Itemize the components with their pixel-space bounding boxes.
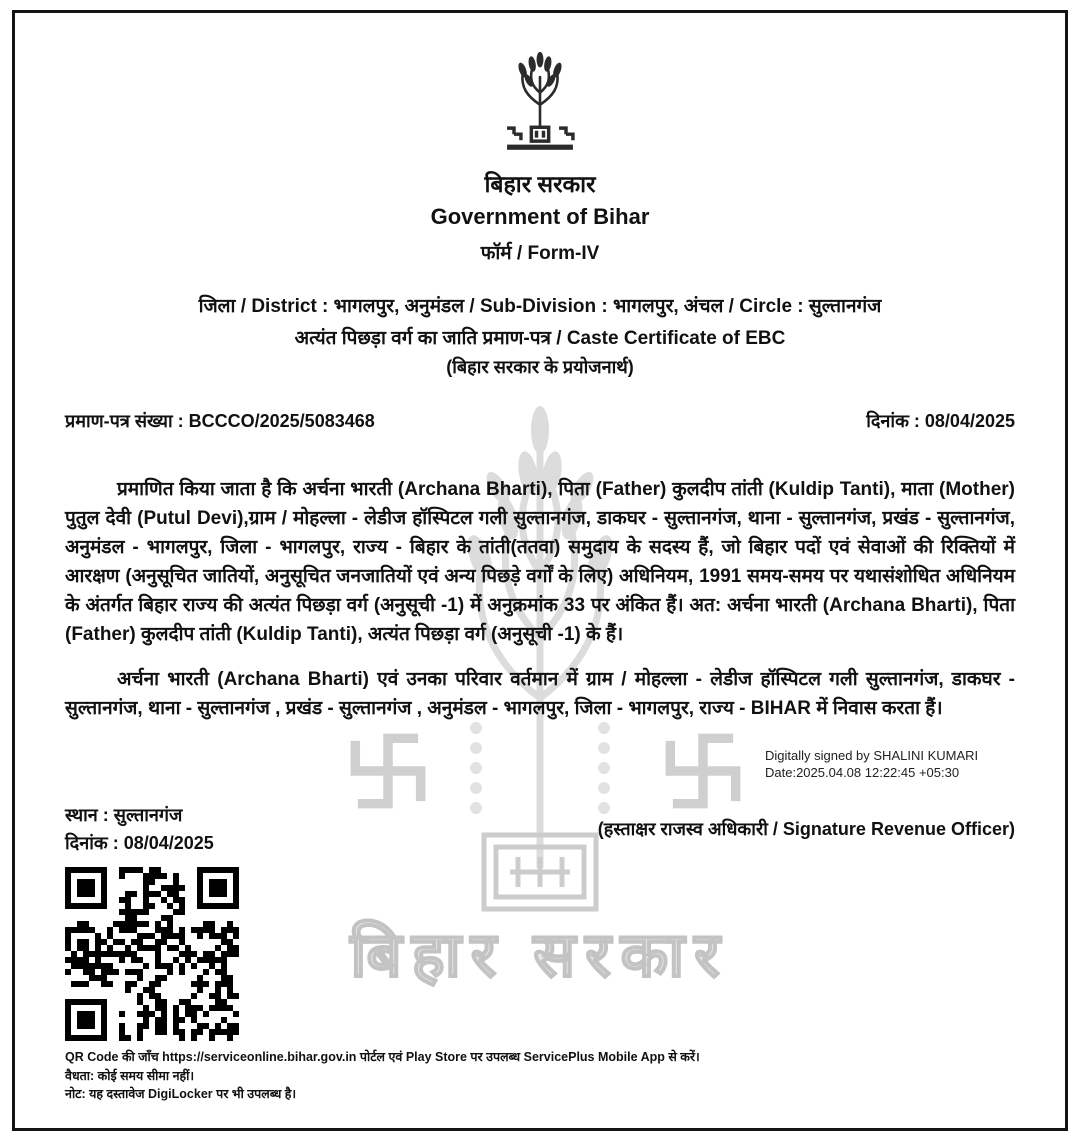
footer-notes xyxy=(65,1048,1015,1104)
certificate-number-label: प्रमाण-पत्र संख्या : xyxy=(65,411,189,431)
qr-code xyxy=(65,867,239,1041)
place-date-block xyxy=(65,801,214,857)
revenue-officer-signature-line: (हस्ताक्षर राजस्व अधिकारी / Signature Revenue Officer) xyxy=(597,819,1015,839)
certificate-meta-row xyxy=(65,409,1015,433)
footer-digilocker-note: नोट: यह दस्तावेज DigiLocker पर भी उपलब्ध है। xyxy=(65,1087,297,1101)
certificate-title: अत्यंत पिछड़ा वर्ग का जाति प्रमाण-पत्र / Caste Certificate of EBC xyxy=(294,328,786,349)
digital-signature-block xyxy=(65,747,1015,781)
footer-qr-note: QR Code की जाँच https://serviceonline.bihar.gov.in पोर्टल एवं Play Store पर उपलब्ध ServicePlus Mobile App से करें। xyxy=(65,1050,700,1064)
watermark-text: बिहार सरकार xyxy=(350,921,730,990)
certificate-body-paragraph-2: अर्चना भारती (Archana Bharti) एवं उनका परिवार वर्तमान में ग्राम / मोहल्ला - लेडीज हॉस्पिटल गली सुल्तानगंज, डाकघर - सुल्तानगंज, थाना - सुल्तानगंज , प्रखंड - सुल्तानगंज , अनुमंडल - भागलपुर, जिला - भागलपुर, राज्य - BIHAR में निवास करता हैं। xyxy=(65,669,1015,719)
digital-signature-line1: Digitally signed by SHALINI KUMARI xyxy=(765,748,979,763)
footer-validity-note: वैधता: कोई समय सीमा नहीं। xyxy=(65,1068,195,1083)
date-line: दिनांक : 08/04/2025 xyxy=(65,833,214,853)
form-number: फॉर्म / Form-IV xyxy=(480,243,600,264)
issue-date xyxy=(866,409,1015,433)
certificate-body-paragraph-1: प्रमाणित किया जाता है कि अर्चना भारती (Archana Bharti), पिता (Father) कुलदीप तांती (Kuldip Tanti), माता (Mother) पुतुल देवी (Putul Devi),ग्राम / मोहल्ला - लेडीज हॉस्पिटल गली सुल्तानगंज, डाकघर - सुल्तानगंज, थाना - सुल्तानगंज, प्रखंड - सुल्तानगंज, अनुमंडल - भागलपुर, जिला - भागलपुर, राज्य - बिहार के तांती(ततवा) समुदाय के सदस्य हैं, जो बिहार पदों एवं सेवाओं की रिक्तियों में आरक्षण (अनुसूचित जातियों, अनुसूचित जनजातियों एवं अन्य पिछड़े वर्गों के लिए) अधिनियम, 1991 समय-समय पर यथासंशोधित अधिनियम के अंतर्गत बिहार राज्य की अत्यंत पिछड़ा वर्ग (अनुसूची -1) में अनुक्रमांक 33 पर अंकित हैं। अत: अर्चना भारती (Archana Bharti), पिता (Father) कुलदीप तांती (Kuldip Tanti), अत्यंत पिछड़ा वर्ग (अनुसूची -1) के हैं। xyxy=(65,479,1015,645)
bihar-emblem-logo xyxy=(488,51,592,155)
purpose-line: (बिहार सरकार के प्रयोजनार्थ) xyxy=(446,357,634,377)
org-name-hindi: बिहार सरकार xyxy=(484,171,596,197)
certificate-number-value: BCCCO/2025/5083468 xyxy=(188,411,375,431)
place-line: स्थान : सुल्तानगंज xyxy=(65,805,183,825)
issue-date-value: 08/04/2025 xyxy=(924,411,1015,431)
district-subdivision-circle-line: जिला / District : भागलपुर, अनुमंडल / Sub-Division : भागलपुर, अंचल / Circle : सुल्तानगंज xyxy=(198,296,882,317)
document-border xyxy=(12,10,1068,1131)
issue-date-label: दिनांक : xyxy=(866,411,925,431)
org-name-english: Government of Bihar xyxy=(430,204,650,229)
place-signature-row xyxy=(65,801,1015,857)
certificate-number xyxy=(65,409,375,433)
digital-signature-line2: Date:2025.04.08 12:22:45 +05:30 xyxy=(765,765,960,780)
